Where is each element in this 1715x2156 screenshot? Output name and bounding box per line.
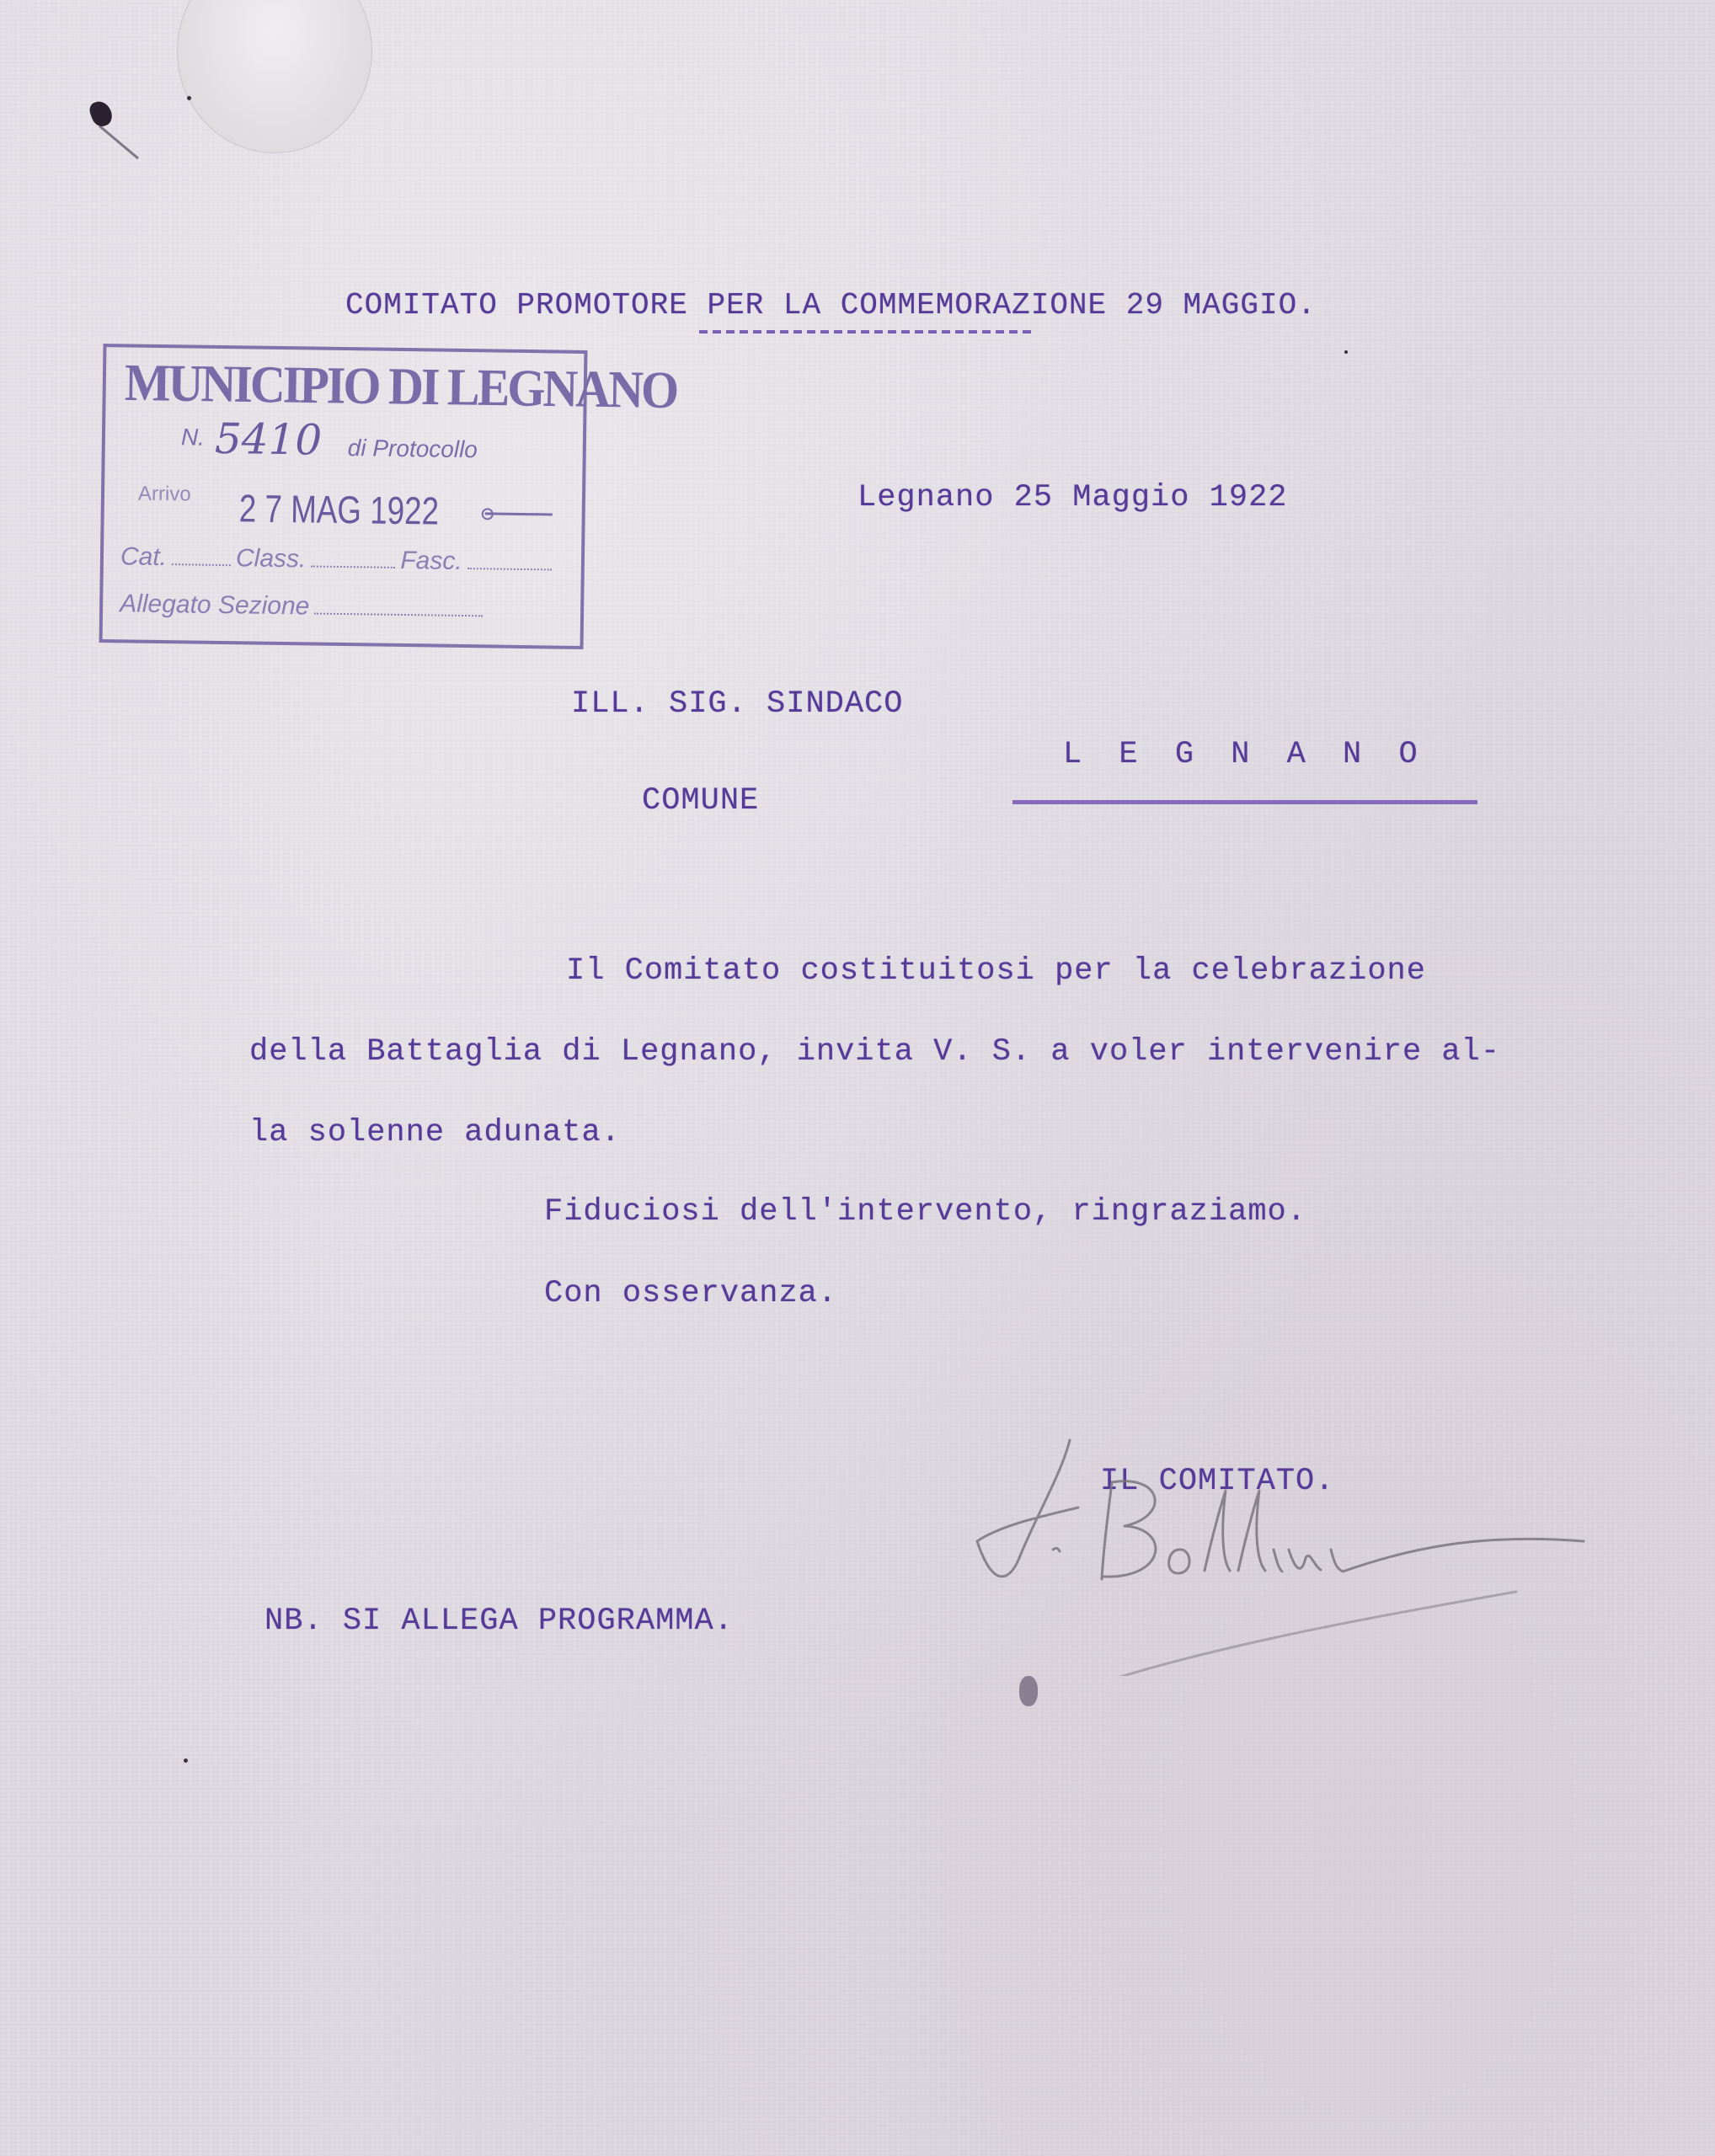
recipient-title: ILL. SIG. SINDACO [571, 686, 904, 722]
ink-blot [1019, 1676, 1038, 1706]
stamp-arrival-label: Arrivo [137, 482, 191, 506]
stamp-title: MUNICIPIO DI LEGNANO [124, 352, 677, 420]
recipient-city: L E G N A N O [1063, 737, 1427, 772]
body-line: Con osservanza. [544, 1276, 838, 1311]
stamp-arrival-date: 2 7 MAG 1922 [238, 486, 440, 533]
stamp-protocol-label: di Protocollo [347, 435, 478, 463]
stamp-number-label: N. [180, 424, 206, 451]
dotted-line [467, 564, 552, 570]
signatory: IL COMITATO. [1100, 1464, 1335, 1499]
stamp-section-row [120, 590, 489, 623]
stamp-fasc-label: Fasc. [400, 546, 462, 575]
place-date: Legnano 25 Maggio 1922 [858, 480, 1288, 515]
recipient-comune: COMUNE [642, 783, 760, 819]
nota-bene: NB. SI ALLEGA PROGRAMMA. [264, 1604, 734, 1639]
body-line: della Battaglia di Legnano, invita V. S. a voler intervenire al- [249, 1034, 1501, 1070]
ink-blot-mark [88, 99, 115, 129]
body-line: la solenne adunata. [249, 1115, 621, 1150]
dotted-line [311, 562, 395, 568]
stamp-sezione-label: Sezione [217, 590, 310, 621]
stamp-number-value: 5410 [214, 414, 323, 465]
paper-speck [187, 96, 191, 100]
protocol-stamp [99, 344, 677, 649]
torn-paper-corner [177, 0, 372, 153]
body-line: Fiduciosi dell'intervento, ringraziamo. [544, 1194, 1306, 1230]
stamp-classification-row [120, 542, 557, 577]
paper-speck [1344, 350, 1348, 354]
dotted-line [314, 610, 483, 617]
body-line: Il Comitato costituitosi per la celebrazione [566, 953, 1426, 989]
paper-speck [184, 1758, 188, 1763]
stamp-class-label: Class. [235, 544, 307, 574]
letter-heading: COMITATO PROMOTORE PER LA COMMEMORAZIONE 29 MAGGIO. [345, 288, 1317, 323]
scratch-mark [99, 125, 139, 159]
stamp-arrow-icon [485, 512, 553, 515]
signature-text: f. Bollini [969, 1423, 975, 1424]
stamp-cat-label: Cat. [120, 542, 168, 572]
handwritten-signature [969, 1423, 1609, 1676]
dotted-line [172, 560, 231, 566]
city-underline [1012, 800, 1477, 804]
heading-underline [699, 330, 1036, 334]
stamp-allegato-label: Allegato [119, 590, 211, 619]
